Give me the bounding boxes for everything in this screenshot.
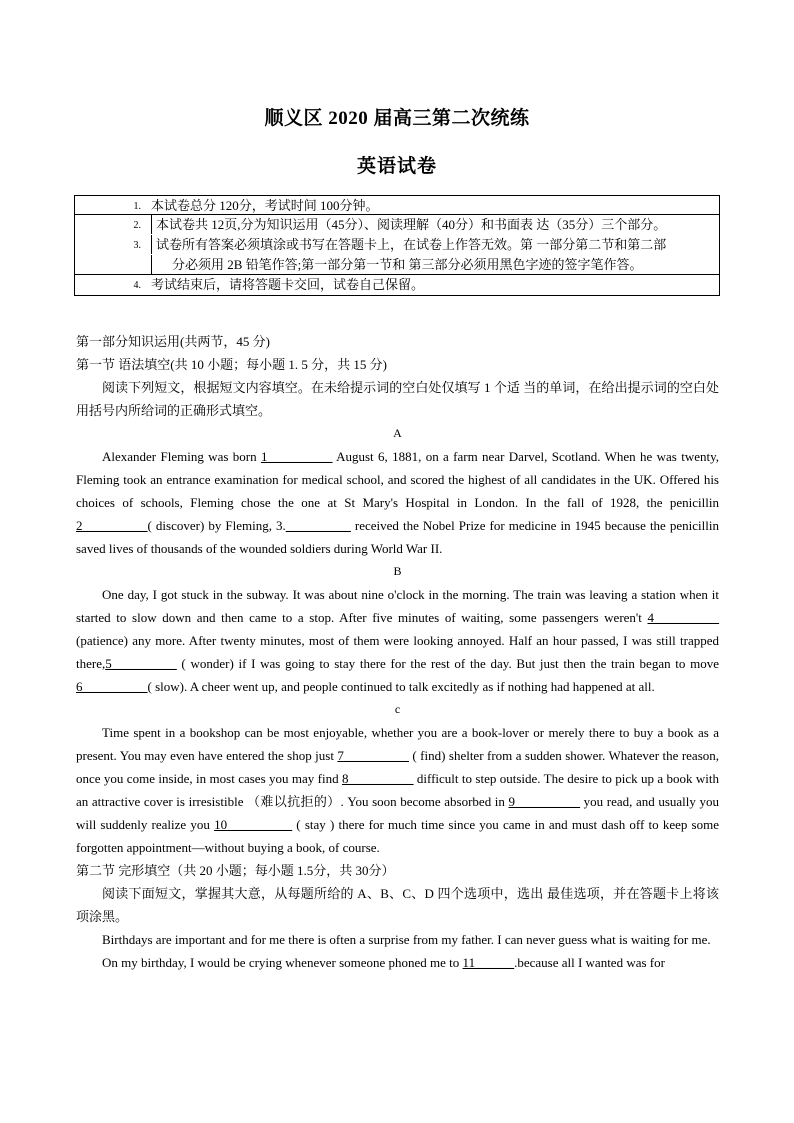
blank-3[interactable]: __________ <box>285 518 351 533</box>
blank-number: 10 <box>214 817 228 832</box>
blank-11[interactable]: 11______ <box>462 955 515 970</box>
passage-text: ( find) shelter from a sudden shower. Whatever the reason, once you come inside, in most cases you may find <box>76 748 719 786</box>
blank-6[interactable]: 6__________ <box>76 679 148 694</box>
passage-text: ( wonder) if I was going to stay there for the rest of the day. But just then the train began to move <box>176 656 719 671</box>
notice-text: 本试卷共 12页,分为知识运用（45分）、阅读理解（40分）和书面表 达（35分）三个部分。 <box>151 215 719 234</box>
blank-8[interactable]: 8__________ <box>342 771 414 786</box>
blank-2[interactable]: 2__________ <box>76 518 148 533</box>
passage-text: ( stay ) there for much time since you came in and must dash off to keep some forgotten appointment—without buying a book, of course. <box>76 817 719 855</box>
blank-number: 4 <box>647 610 654 625</box>
blank-number: 2 <box>76 518 83 533</box>
notice-item-2 <box>75 215 719 235</box>
passage-c-label: c <box>394 702 401 716</box>
notice-num: 2. <box>133 220 141 231</box>
passage-text: you read, and usually you will suddenly realize you <box>76 794 719 832</box>
blank-number: 9 <box>508 794 516 809</box>
notice-item-3 <box>75 235 719 255</box>
passage-b-label: B <box>393 564 402 578</box>
notice-num: 3. <box>133 240 141 251</box>
section1-instructions: 阅读下列短文，根据短文内容填空。在未给提示词的空白处仅填写 1 个适 当的单词，在给出提示词的空白处用括号内所给词的正确形式填空。 <box>76 380 719 418</box>
blank-4[interactable]: 4__________ <box>647 610 719 625</box>
passage-text: difficult to step outside. The desire to pick up a book with an attractive cover is irresistible （难以抗拒的）. You soon become absorbed in <box>76 771 720 809</box>
passage-text: Alexander Fleming was born <box>102 449 261 464</box>
notice-num: 4. <box>133 280 141 291</box>
passage-text: One day, I got stuck in the subway. It was about nine o'clock in the morning. The train was leaving a station when it started to slow down and then came to a stop. After five minutes of waiting, some passengers weren't <box>76 587 719 625</box>
part1-heading: 第一部分知识运用(共两节，45 分) <box>76 334 270 349</box>
notice-group <box>74 215 720 274</box>
passage-text: (patience) any more. After twenty minutes, most of them were looking annoyed. Half an hour passed, I was still trapped there, <box>76 633 719 671</box>
blank-number: 5 <box>105 656 112 671</box>
passage-text: Time spent in a bookshop can be most enjoyable, whether you are a book-lover or merely there to buy a book as a present. You may even have entered the shop just <box>76 725 719 763</box>
cloze-paragraph-1: Birthdays are important and for me there is often a surprise from my father. I can never guess what is waiting for me. <box>102 932 711 947</box>
notice-num: 1. <box>133 201 141 212</box>
passage-b <box>76 583 719 698</box>
section2-instructions: 阅读下面短文，掌握其大意，从每题所给的 A、B、C、D 四个选项中，选出 最佳选项，并在答题卡上将该项涂黑。 <box>76 886 719 924</box>
passage-a-label: A <box>393 426 402 440</box>
blank-9[interactable]: 9__________ <box>508 794 581 809</box>
exam-subtitle: 英语试卷 <box>356 156 437 177</box>
passage-text: ( slow). A cheer went up, and people continued to talk excitedly as if nothing had happened at all. <box>147 679 655 694</box>
notice-text: 分必须用 2B 铅笔作答;第一部分第一节和 第三部分必须用黑色字迹的签字笔作答。 <box>151 255 719 274</box>
blank-number: 1 <box>260 449 268 464</box>
exam-body <box>76 330 719 974</box>
blank-number: 8 <box>342 771 349 786</box>
notice-num-spacer <box>75 255 151 256</box>
notice-box <box>74 195 720 296</box>
passage-text: August 6, 1881, on a farm near Darvel, Scotland. When he was twenty, Fleming took an entrance examination for medical school, and scored the highest of all candidates in the UK. Offered his choices of schools, Fleming chose the one at St Mary's Hospital in London. In the fall of 1928, the penicillin <box>76 449 719 510</box>
blank-10[interactable]: 10__________ <box>214 817 293 832</box>
blank-number: 7 <box>337 748 344 763</box>
blank-5[interactable]: 5__________ <box>105 656 177 671</box>
blank-number: 6 <box>76 679 83 694</box>
blank-1[interactable]: 1__________ <box>260 449 333 464</box>
passage-c <box>76 721 719 859</box>
passage-text: ( discover) by Fleming, 3. <box>147 518 286 533</box>
exam-title: 顺义区 2020 届高三第二次统练 <box>264 108 530 129</box>
passage-text: received the Nobel Prize for medicine in 1945 because the penicillin saved lives of thousands of the wounded soldiers during World War II. <box>76 518 719 556</box>
passage-text: .because all I wanted was for <box>514 955 665 970</box>
blank-number: 11 <box>462 955 476 970</box>
notice-item-4 <box>74 274 720 296</box>
passage-a <box>76 445 719 560</box>
passage-text: On my birthday, I would be crying whenever someone phoned me to <box>102 955 463 970</box>
notice-text: 试卷所有答案必须填涂或书写在答题卡上，在试卷上作答无效。第 一部分第二节和第二部 <box>151 235 719 254</box>
notice-item-1 <box>74 195 720 215</box>
section2-heading: 第二节 完形填空（共 20 小题；每小题 1.5分，共 30分） <box>76 863 395 878</box>
notice-text: 本试卷总分 120分，考试时间 100分钟。 <box>151 198 379 213</box>
cloze-paragraph-2 <box>76 951 719 974</box>
section1-heading: 第一节 语法填空(共 10 小题；每小题 1. 5 分，共 15 分) <box>76 357 387 372</box>
notice-item-3-cont <box>75 255 719 274</box>
notice-text: 考试结束后，请将答题卡交回，试卷自己保留。 <box>151 277 425 292</box>
blank-7[interactable]: 7__________ <box>337 748 409 763</box>
